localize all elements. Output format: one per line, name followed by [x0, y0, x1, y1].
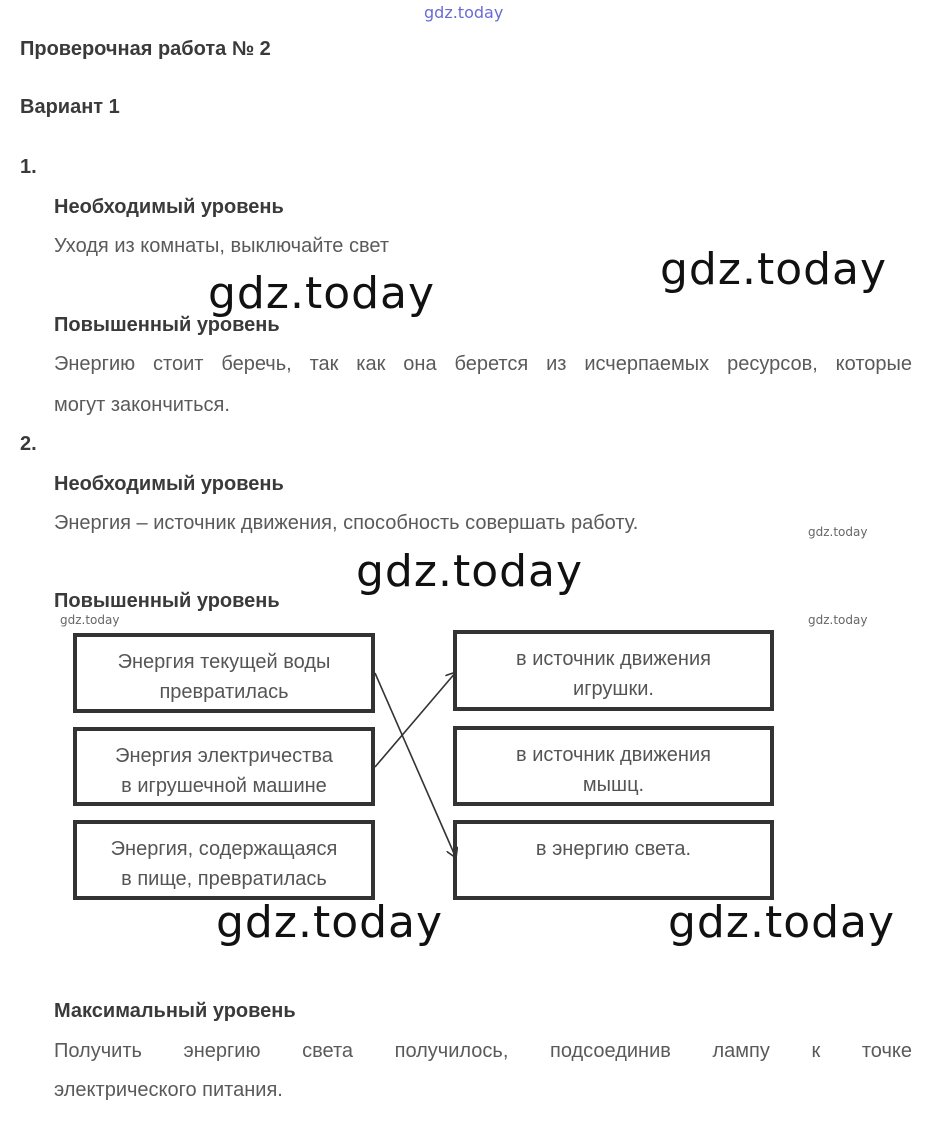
watermark-top: gdz.today [424, 3, 504, 22]
task1-advanced-level-heading: Повышенный уровень [54, 314, 280, 336]
task2-max-level-heading: Максимальный уровень [54, 1000, 296, 1022]
watermark-4: gdz.today [216, 897, 444, 948]
task1-number: 1. [20, 156, 37, 178]
watermark-1: gdz.today [660, 244, 888, 295]
task1-advanced-answer-line1: Энергию стоит беречь, так как она берется из исчерпаемых ресурсов, которые [54, 353, 912, 375]
task1-basic-answer: Уходя из комнаты, выключайте свет [54, 235, 389, 257]
variant-heading: Вариант 1 [20, 96, 120, 118]
left-box-2-line1: Энергия электричества [115, 745, 333, 767]
left-box-3-line2: в пище, превратилась [121, 868, 327, 890]
arrow-water-to-light [375, 673, 456, 858]
right-box-2-line1: в источник движения [516, 744, 711, 766]
left-box-3-line1: Энергия, содержащаяся [110, 838, 338, 860]
task2-basic-level-heading: Необходимый уровень [54, 473, 284, 495]
task2-number: 2. [20, 433, 37, 455]
left-box-1-line2: превратилась [159, 681, 289, 703]
task2-max-answer-line1: Получить энергию света получилось, подсоединив лампу к точке [54, 1040, 912, 1062]
watermark-small-1: gdz.today [808, 525, 868, 539]
watermark-3: gdz.today [356, 546, 584, 597]
watermark-5: gdz.today [668, 897, 896, 948]
watermark-small-2: gdz.today [60, 613, 120, 627]
task2-max-answer-line2: электрического питания. [54, 1079, 283, 1101]
task1-basic-level-heading: Необходимый уровень [54, 196, 284, 218]
left-box-2-line2: в игрушечной машине [121, 775, 327, 797]
right-box-3-line1: в энергию света. [535, 838, 692, 860]
task1-advanced-answer-line2: могут закончиться. [54, 394, 230, 416]
right-box-1-line1: в источник движения [516, 648, 711, 670]
task2-advanced-level-heading: Повышенный уровень [54, 590, 280, 612]
task2-basic-answer: Энергия – источник движения, способность совершать работу. [54, 512, 639, 534]
right-box-1-line2: игрушки. [573, 678, 654, 700]
left-box-1-line1: Энергия текущей воды [117, 651, 331, 673]
watermark-2: gdz.today [208, 268, 436, 319]
watermark-small-3: gdz.today [808, 613, 868, 627]
right-box-2-line2: мышц. [582, 774, 645, 796]
page-title: Проверочная работа № 2 [20, 38, 271, 60]
arrow-electricity-to-toy [375, 672, 456, 767]
